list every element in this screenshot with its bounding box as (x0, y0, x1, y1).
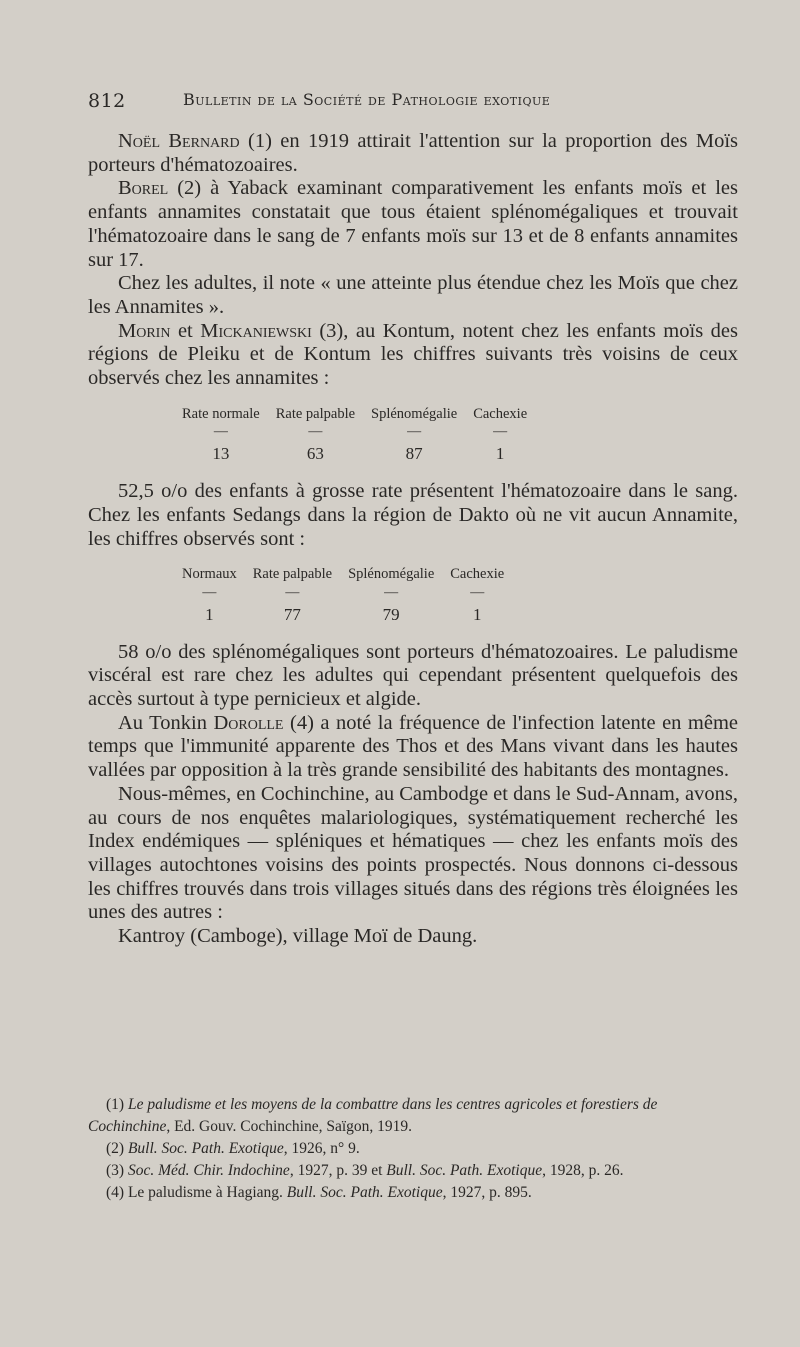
footnote-3 (88, 1160, 738, 1182)
table-dash: — (493, 424, 508, 440)
table-value: 1 (205, 604, 214, 624)
table-value: 79 (382, 604, 400, 624)
footnote-text: , 1927, p. 39 et (289, 1162, 387, 1179)
body-text (88, 130, 738, 949)
table-header: Rate normale (182, 405, 260, 422)
table-dash: — (470, 584, 485, 600)
table-dash-row (174, 426, 535, 438)
author-name: Borel (118, 177, 169, 200)
footnote-number: (3) (106, 1162, 128, 1179)
table-value: 87 (405, 444, 423, 464)
table-dash: — (202, 584, 217, 600)
footnote-number: (2) (106, 1140, 128, 1157)
footnote-2 (88, 1138, 738, 1160)
stats-table-1 (174, 403, 535, 466)
footnote-title: Bull. Soc. Path. Exotique (386, 1162, 543, 1179)
table-dash: — (308, 424, 323, 440)
table-header: Splénomégalie (348, 566, 435, 583)
footnote-number: (4) (106, 1184, 128, 1201)
paragraph-9: Kantroy (Camboge), village Moï de Daung. (118, 925, 478, 948)
paragraph-text: Au Tonkin (118, 711, 214, 734)
author-name: Mickaniewski (200, 319, 312, 342)
paragraph-1 (88, 130, 738, 177)
table-header: Cachexie (473, 405, 528, 422)
table-value-row (174, 599, 512, 627)
footnotes (88, 1094, 738, 1204)
paragraph-text: (4) a noté la fréquence de l'infection latente en même temps que l'immunité apparente des Thos et des Mans vivant dans les hautes vallées par opposition à la très grande sensibilité des habitants des montagnes. (88, 711, 738, 782)
table-dash-row (174, 587, 512, 599)
footnote-title: Bull. Soc. Path. Exotique (286, 1184, 443, 1201)
table-header: Rate palpable (252, 566, 333, 583)
paragraph-text: (1) en 1919 attirait l'attention sur la proportion des Moïs porteurs d'hématozoaires. (88, 130, 738, 176)
footnote-text: , 1926, n° 9. (283, 1140, 360, 1157)
stats-table-2 (174, 563, 512, 626)
paragraph-7 (88, 712, 738, 783)
table-dash: — (285, 584, 300, 600)
table-header: Cachexie (450, 566, 505, 583)
table-header: Rate palpable (275, 405, 356, 422)
footnote-title: Bull. Soc. Path. Exotique (127, 1140, 284, 1157)
table-header-row (174, 563, 512, 587)
paragraph-2 (88, 177, 738, 272)
table-value-row (174, 438, 535, 466)
page-number: 812 (88, 90, 126, 112)
table-dash: — (384, 584, 399, 600)
footnote-text: Le paludisme à Hagiang. (127, 1184, 287, 1201)
table-value: 63 (306, 444, 324, 464)
table-header: Normaux (182, 566, 237, 583)
table-header: Splénomégalie (371, 405, 458, 422)
footnote-title: Le paludisme et les moyens de la combattre dans les centres agricoles et forestiers de Cochinchine (88, 1096, 658, 1135)
table-dash: — (213, 424, 228, 440)
author-name: Morin (118, 319, 171, 342)
table-value: 1 (472, 604, 482, 624)
paragraph-6: 58 o/o des splénomégaliques sont porteurs d'hématozoaires. Le paludisme viscéral est rare chez les adultes qui cependant présentent quelquefois des accès surtout à type pernicieux et algide. (88, 640, 738, 711)
footnote-text: , 1927, p. 895. (442, 1184, 532, 1201)
paragraph-text: (2) à Yaback examinant comparativement les enfants moïs et les enfants annamites constatait que tous étaient splénomégaliques et trouvait l'hématozoaire dans le sang de 7 enfants moïs sur 13 et de 8 enfants annamites sur 17. (88, 177, 738, 271)
running-title: Bulletin de la Société de Pathologie exotique (183, 90, 551, 109)
author-name: Noël Bernard (118, 130, 240, 152)
paragraph-text: et (170, 319, 201, 342)
paragraph-text: (3), au Kontum, notent chez les enfants moïs des régions de Pleiku et de Kontum les chiffres suivants très voisins de ceux observés chez les annamites : (88, 319, 739, 390)
paragraph-5: 52,5 o/o des enfants à grosse rate présentent l'hématozoaire dans le sang. Chez les enfants Sedangs dans la région de Dakto où ne vit aucun Annamite, les chiffres observés sont : (88, 480, 738, 550)
footnote-number: (1) (106, 1096, 128, 1113)
footnote-4 (88, 1182, 738, 1204)
author-name: Dorolle (213, 711, 284, 734)
paragraph-8: Nous-mêmes, en Cochinchine, au Cambodge et dans le Sud-Annam, avons, au cours de nos enquêtes malariologiques, systématiquement recherché les Index endémiques — spléniques et hématiques — chez les enfants moïs des villages autochtones voisins des points prospectés. Nous donnons ci-dessous les chiffres trouvés dans trois villages situés dans des régions très éloignées les unes des autres : (88, 782, 738, 924)
table-header-row (174, 403, 535, 427)
footnote-1 (88, 1094, 738, 1138)
table-value: 13 (212, 444, 230, 464)
paragraph-4 (88, 320, 738, 391)
paragraph-3: Chez les adultes, il note « une atteinte plus étendue chez les Moïs que chez les Annamites ». (88, 272, 738, 318)
table-value: 1 (495, 444, 505, 464)
table-dash: — (407, 424, 422, 440)
footnote-text: , Ed. Gouv. Cochinchine, Saïgon, 1919. (166, 1118, 413, 1135)
table-value: 77 (283, 604, 301, 624)
footnote-text: , 1928, p. 26. (542, 1162, 624, 1179)
footnote-title: Soc. Méd. Chir. Indochine (127, 1162, 290, 1179)
